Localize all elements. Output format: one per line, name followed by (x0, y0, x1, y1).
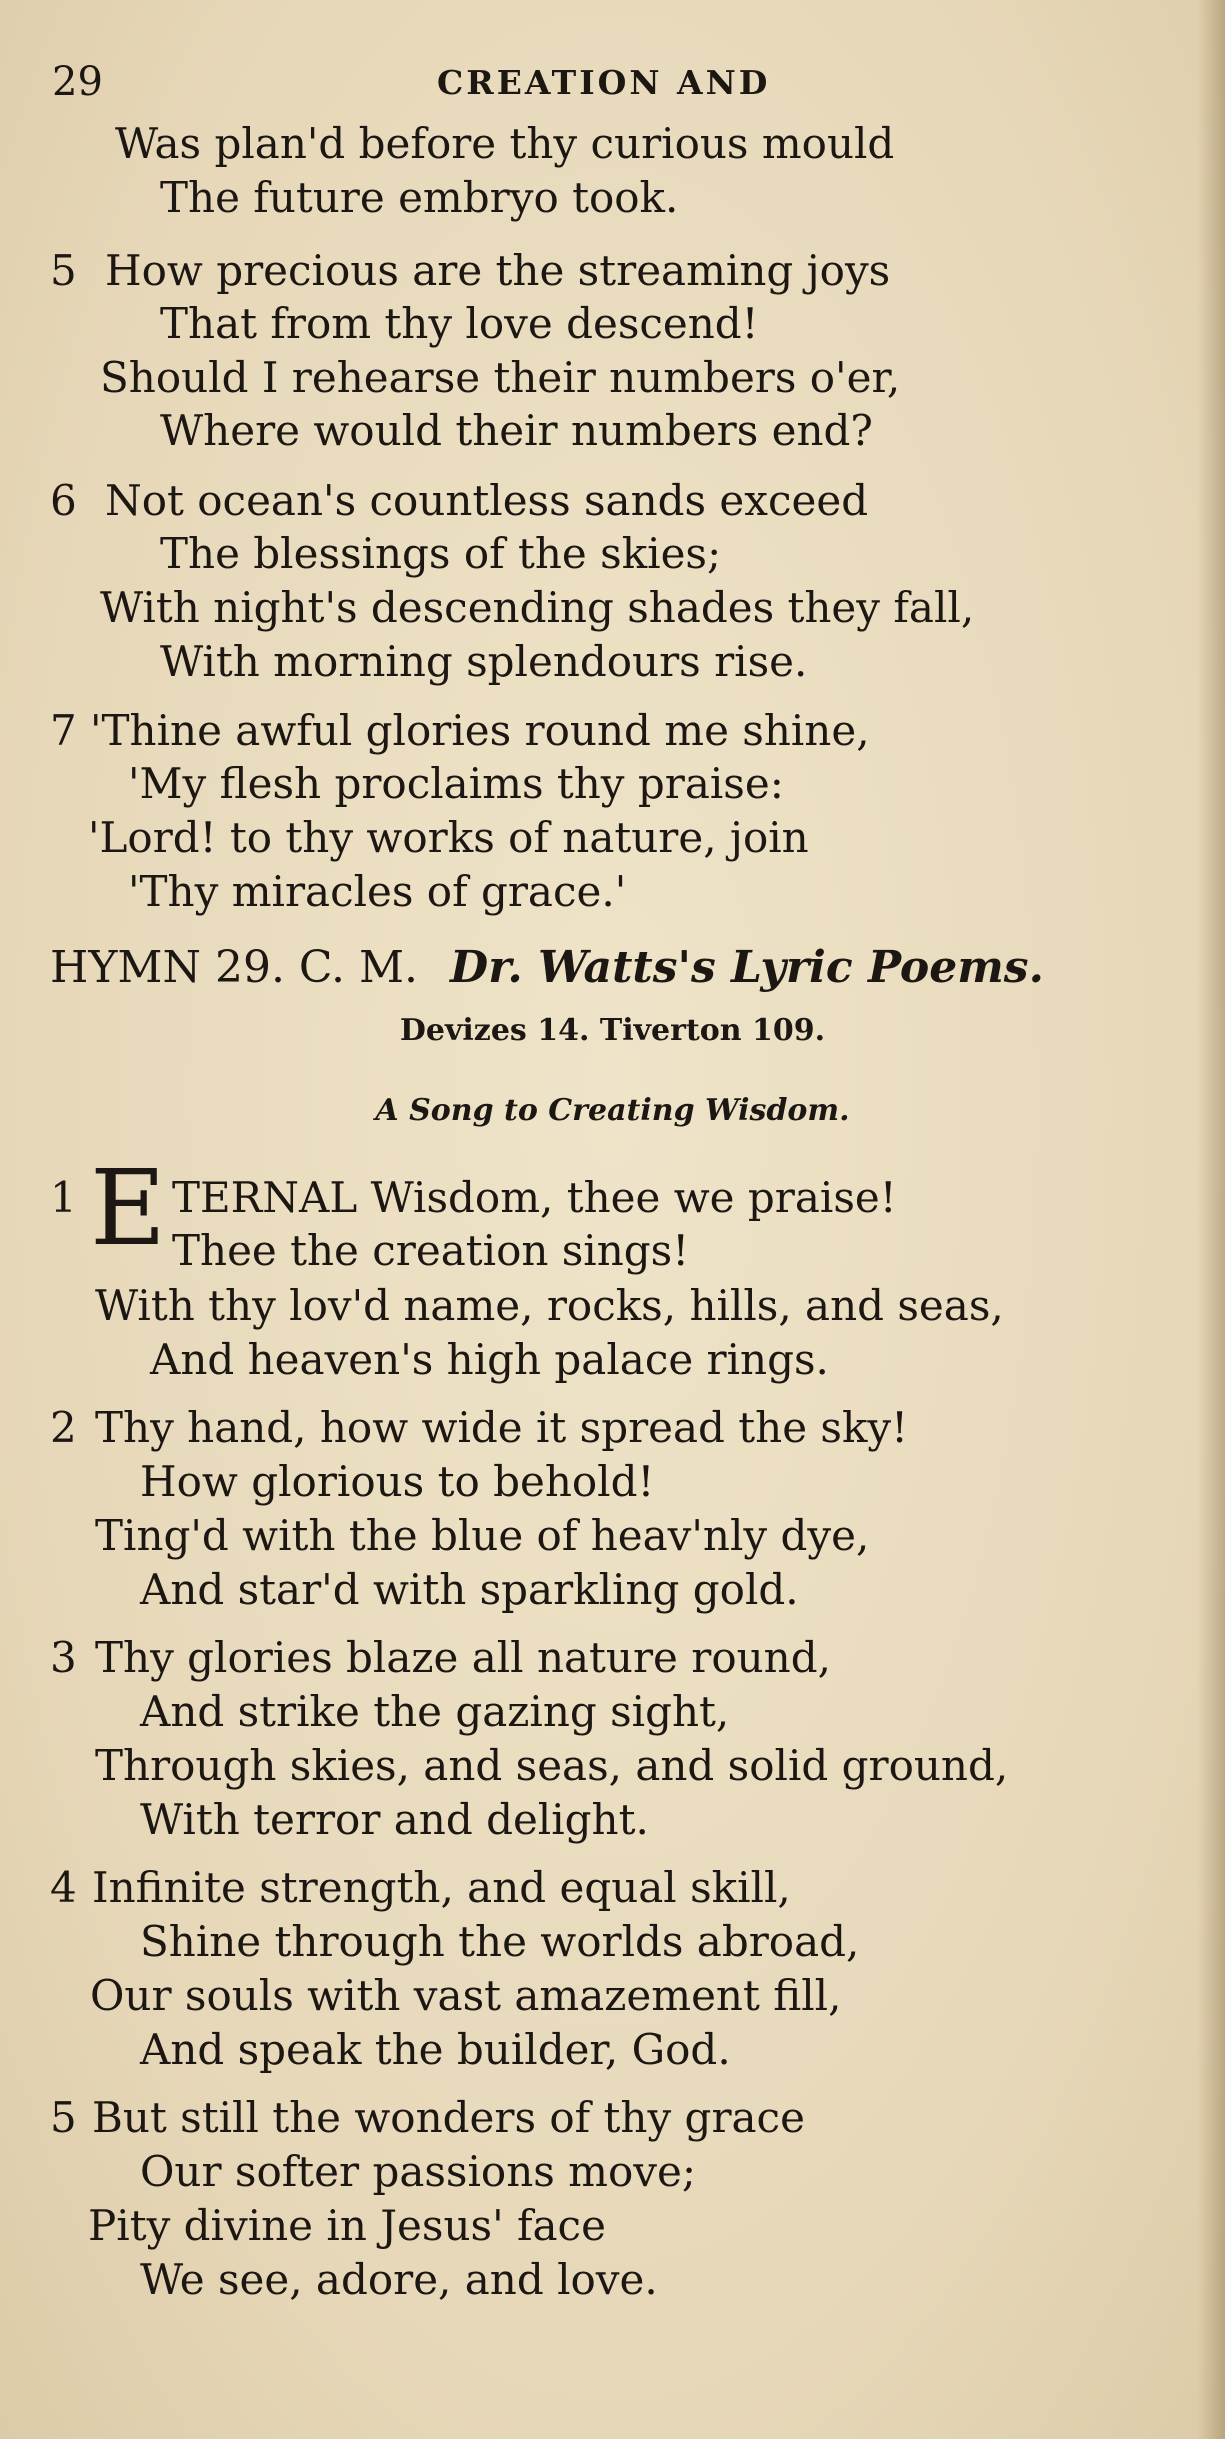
stanza-number: 4 (50, 1863, 77, 1912)
verse-line: Not ocean's countless sands exceed (105, 476, 869, 525)
verse-line: And strike the gazing sight, (140, 1687, 730, 1736)
page-edge-shadow (1197, 0, 1225, 2439)
hymn-subtitle: A Song to Creating Wisdom. (375, 1093, 850, 1128)
verse-line: Should I rehearse their numbers o'er, (100, 353, 901, 402)
verse-line: Through skies, and seas, and solid ground, (95, 1741, 1009, 1790)
hymn-title: HYMN 29. C. M. (50, 942, 419, 993)
verse-line: With thy lov'd name, rocks, hills, and seas, (95, 1281, 1004, 1330)
stanza-number: 2 (50, 1403, 77, 1452)
verse-line: Was plan'd before thy curious mould (115, 119, 895, 168)
verse-line: Thee the creation sings! (172, 1226, 690, 1275)
page-number: 29 (52, 59, 103, 105)
verse-line: Infinite strength, and equal skill, (92, 1863, 791, 1912)
verse-line: That from thy love descend! (160, 299, 759, 348)
verse-line: 'My flesh proclaims thy praise: (128, 759, 784, 808)
stanza-number: 5 (50, 246, 77, 295)
verse-line: And star'd with sparkling gold. (140, 1565, 799, 1614)
page-header (52, 52, 1182, 112)
verse-line: With terror and delight. (140, 1795, 649, 1844)
running-title: CREATION AND (437, 63, 771, 102)
hymn-heading (50, 940, 1044, 996)
hymn-author: Dr. Watts's Lyric Poems. (450, 942, 1044, 993)
stanza-number: 1 (50, 1173, 77, 1222)
verse-line: 'Thy miracles of grace.' (128, 867, 627, 916)
verse-line: How precious are the streaming joys (105, 246, 891, 295)
verse-line: The future embryo took. (160, 173, 679, 222)
verse-line: And speak the builder, God. (140, 2025, 731, 2074)
verse-line: We see, adore, and love. (140, 2255, 658, 2304)
drop-cap: E (90, 1147, 166, 1269)
verse-line: 'Thine awful glories round me shine, (90, 706, 870, 755)
verse-line: 'Lord! to thy works of nature, join (88, 813, 809, 862)
stanza-number: 7 (50, 706, 77, 755)
stanza-number: 5 (50, 2093, 77, 2142)
verse-line: Where would their numbers end? (160, 406, 873, 455)
verse-line: Ting'd with the blue of heav'nly dye, (95, 1511, 870, 1560)
verse-line: Thy hand, how wide it spread the sky! (95, 1403, 909, 1452)
verse-line: Thy glories blaze all nature round, (95, 1633, 831, 1682)
stanza-number: 3 (50, 1633, 77, 1682)
tune-references: Devizes 14. Tiverton 109. (399, 1013, 826, 1048)
verse-line: Pity divine in Jesus' face (88, 2201, 606, 2250)
verse-line: With morning splendours rise. (160, 637, 808, 686)
stanza-number: 6 (50, 476, 77, 525)
verse-line: TERNAL Wisdom, thee we praise! (172, 1173, 897, 1222)
verse-line: And heaven's high palace rings. (150, 1335, 829, 1384)
verse-line: The blessings of the skies; (160, 529, 722, 578)
verse-line: Shine through the worlds abroad, (140, 1917, 860, 1966)
verse-line: With night's descending shades they fall, (100, 583, 975, 632)
verse-line: How glorious to behold! (140, 1457, 655, 1506)
verse-line: Our softer passions move; (140, 2147, 697, 2196)
verse-line: But still the wonders of thy grace (92, 2093, 805, 2142)
verse-line: Our souls with vast amazement fill, (90, 1971, 842, 2020)
